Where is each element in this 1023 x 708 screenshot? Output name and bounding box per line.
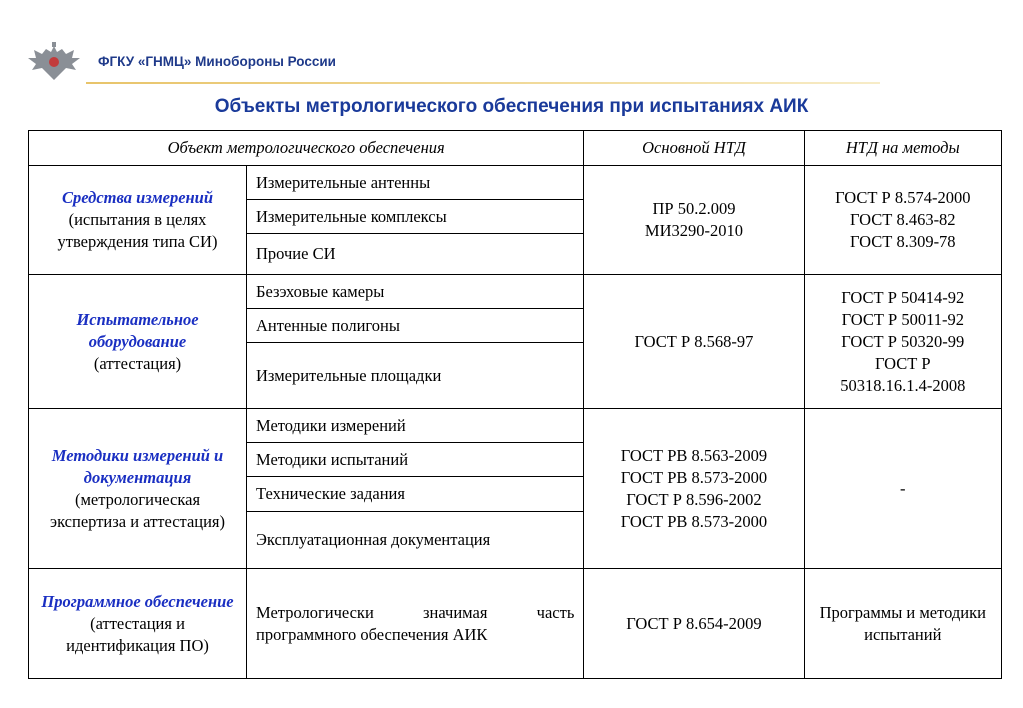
table-row [29, 569, 1002, 679]
ntd-line: ГОСТ Р 8.596-2002 [626, 489, 762, 509]
metrology-table [28, 130, 1002, 679]
ntd-line: 50318.16.1.4-2008 [840, 375, 966, 395]
category-cell [29, 166, 247, 275]
ntd-line: ГОСТ РВ 8.563-2009 [620, 445, 768, 465]
ntd-line: ГОСТ Р 50011-92 [841, 309, 964, 329]
category-title: Методики измерений и документация [51, 445, 224, 487]
ntd-line: ГОСТ Р 8.568-97 [634, 331, 754, 351]
category-note: (испытания в целях утверждения типа СИ) [57, 210, 218, 251]
ntd-line: МИ3290-2010 [644, 221, 744, 240]
category-note: (аттестация и идентификация ПО) [66, 613, 209, 655]
category-title: Программное обеспечение [41, 591, 234, 611]
ntd-line: ГОСТ РВ 8.573-2000 [620, 467, 768, 487]
category-title: Испытательное оборудование [76, 309, 199, 351]
method-ntd-cell [804, 275, 1001, 409]
ntd-line: ПР 50.2.009 [652, 199, 736, 218]
ntd-line: ГОСТ 8.463-82 [849, 210, 956, 229]
ntd-line: ГОСТ Р [874, 353, 931, 373]
object-cell: Измерительные антенны [247, 166, 584, 200]
table-header-row [29, 131, 1002, 166]
object-cell: Технические задания [247, 477, 584, 512]
main-ntd-cell [584, 569, 804, 679]
ntd-line: - [900, 478, 906, 498]
category-note: (метрологическая экспертиза и аттестация) [50, 489, 226, 531]
table-row [29, 275, 1002, 309]
double-headed-eagle-icon [26, 40, 82, 84]
header-divider [86, 82, 880, 84]
ntd-line: ГОСТ РВ 8.573-2000 [620, 511, 768, 531]
method-ntd-cell [804, 166, 1001, 275]
object-cell: Метрологически значимая часть программного обеспечения АИК [247, 569, 584, 679]
column-header-main-ntd: Основной НТД [584, 131, 804, 166]
object-cell: Методики испытаний [247, 443, 584, 477]
organization-name: ФГКУ «ГНМЦ» Минобороны России [98, 54, 336, 69]
ntd-line: ГОСТ Р 8.574-2000 [835, 188, 971, 207]
main-ntd-cell [584, 166, 804, 275]
object-cell: Измерительные комплексы [247, 200, 584, 234]
object-cell: Эксплуатационная документация [247, 512, 584, 569]
ntd-line: ГОСТ 8.309-78 [849, 232, 956, 251]
table-row [29, 409, 1002, 443]
category-note: (аттестация) [93, 353, 182, 373]
object-cell: Методики измерений [247, 409, 584, 443]
ntd-line: ГОСТ Р 50414-92 [841, 287, 965, 307]
category-cell [29, 409, 247, 569]
object-cell: Безэховые камеры [247, 275, 584, 309]
main-ntd-cell [584, 275, 804, 409]
object-cell: Антенные полигоны [247, 309, 584, 343]
method-ntd-cell [804, 569, 1001, 679]
page-header [0, 0, 1023, 90]
page-title: Объекты метрологического обеспечения при испытаниях АИК [214, 96, 809, 117]
column-header-method-ntd: НТД на методы [804, 131, 1001, 166]
category-title: Средства измерений [61, 188, 214, 207]
object-cell: Измерительные площадки [247, 343, 584, 409]
main-ntd-cell [584, 409, 804, 569]
category-cell [29, 569, 247, 679]
table-row [29, 166, 1002, 200]
object-cell: Прочие СИ [247, 234, 584, 275]
category-cell [29, 275, 247, 409]
ntd-line: ГОСТ Р 50320-99 [841, 331, 965, 351]
column-header-object: Объект метрологического обеспечения [29, 131, 584, 166]
method-ntd-cell [804, 409, 1001, 569]
ntd-line: ГОСТ Р 8.654-2009 [626, 613, 762, 633]
ntd-line: Программы и методики испытаний [819, 602, 986, 644]
